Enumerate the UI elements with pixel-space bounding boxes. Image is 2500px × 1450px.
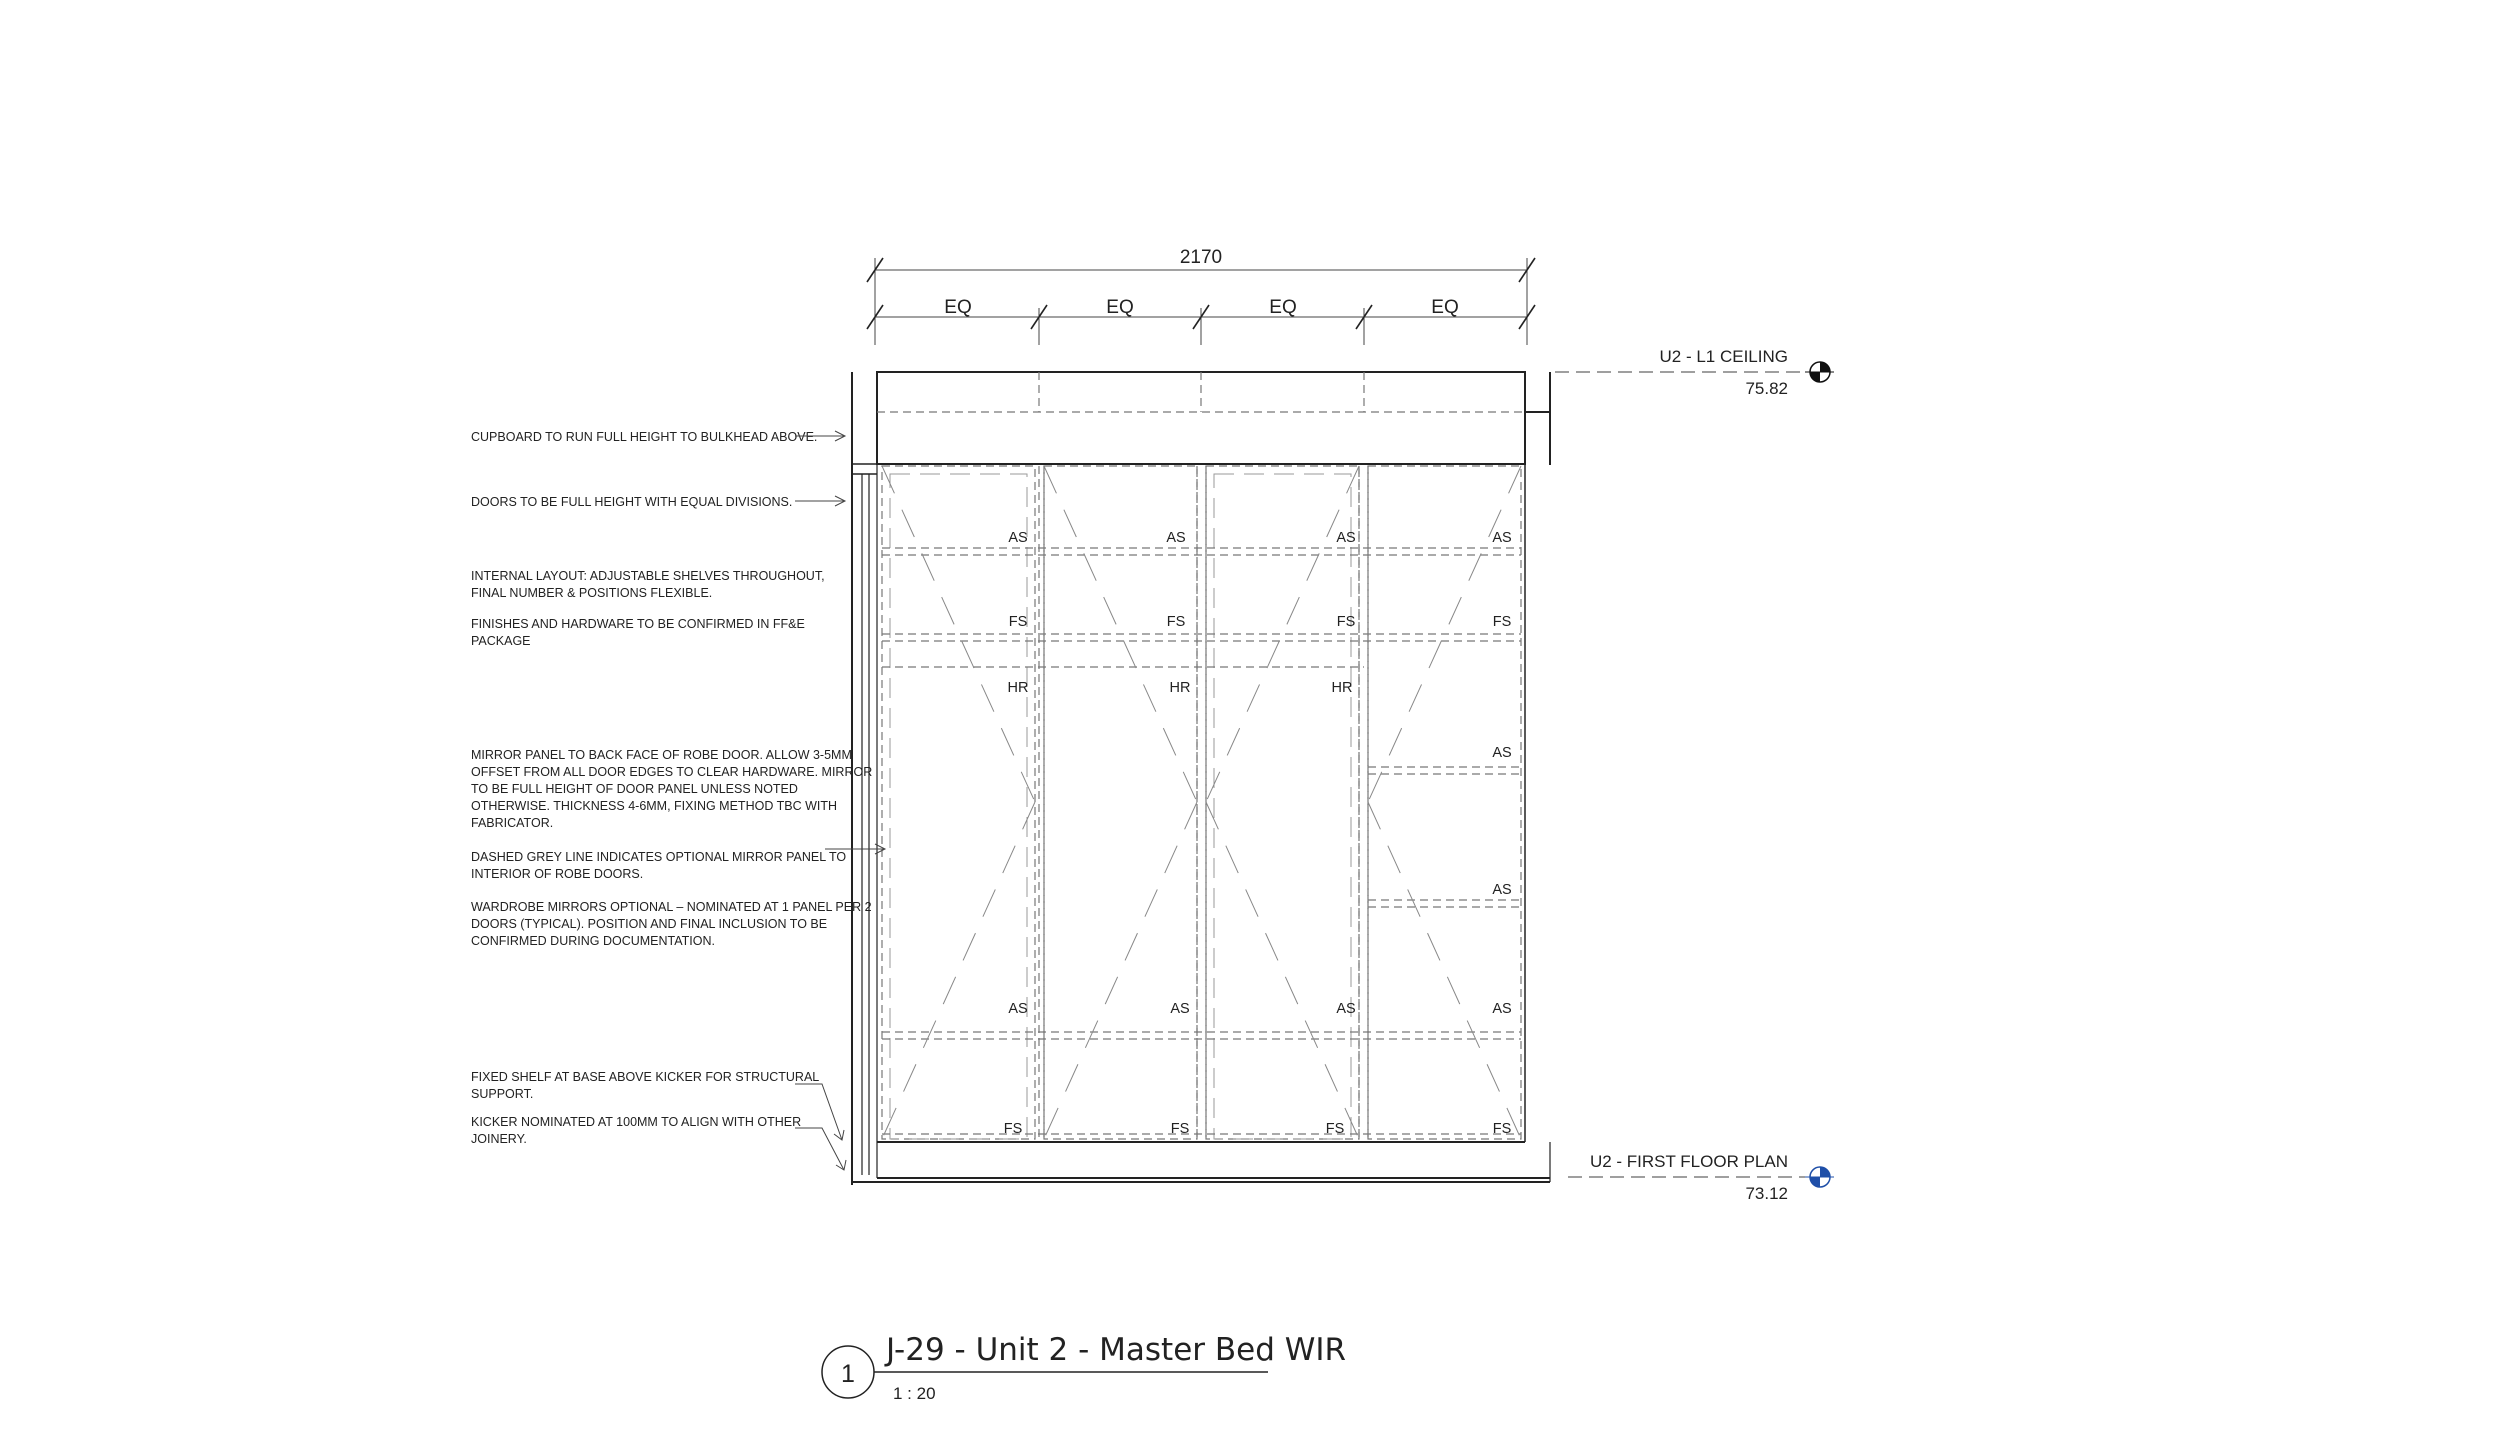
component-labels (1004, 530, 1512, 1137)
as-label: AS (1170, 1001, 1190, 1017)
division-label-4: EQ (1431, 297, 1459, 318)
fs-label: FS (1325, 1121, 1345, 1137)
note-1: CUPBOARD TO RUN FULL HEIGHT TO BULKHEAD ABOVE. (471, 430, 818, 444)
fs-label: FS (1003, 1121, 1023, 1137)
note-6: DASHED GREY LINE INDICATES OPTIONAL MIRROR PANEL TO INTERIOR OF ROBE DOORS. (471, 850, 847, 881)
view-number: 1 (841, 1360, 855, 1388)
hr-label: HR (1007, 680, 1029, 696)
level-value: 75.82 (1745, 379, 1788, 398)
as-label: AS (1336, 530, 1356, 546)
shelves (882, 548, 1521, 1134)
fs-label: FS (1166, 614, 1186, 630)
division-label-1: EQ (944, 297, 972, 318)
as-label: AS (1336, 1001, 1356, 1017)
level-value: 73.12 (1745, 1184, 1788, 1203)
as-label: AS (1492, 530, 1512, 546)
fs-label: FS (1492, 614, 1512, 630)
as-label: AS (1492, 882, 1512, 898)
as-label: AS (1008, 1001, 1028, 1017)
fs-label: FS (1492, 1121, 1512, 1137)
hr-label: HR (1169, 680, 1191, 696)
fs-label: FS (1336, 614, 1356, 630)
level-name: U2 - FIRST FLOOR PLAN (1589, 1152, 1788, 1171)
cabinet-outline (852, 372, 1550, 1185)
as-label: AS (1008, 530, 1028, 546)
door-swing-lines (882, 466, 1521, 1139)
level-marker-ceiling (1555, 347, 1834, 398)
note-7: WARDROBE MIRRORS OPTIONAL – NOMINATED AT 1 PANEL PER 2 DOORS (TYPICAL). POSITION AND FINAL INCLUSION TO BE CONFIRMED DURING DOCUMENTATION. (471, 900, 872, 948)
dimension-lines (867, 247, 1535, 345)
overall-dimension-label: 2170 (1179, 247, 1223, 268)
annotation-notes (471, 430, 876, 1146)
note-8: FIXED SHELF AT BASE ABOVE KICKER FOR STRUCTURAL SUPPORT. (471, 1070, 819, 1101)
as-label: AS (1492, 1001, 1512, 1017)
as-label: AS (1166, 530, 1186, 546)
fs-label: FS (1170, 1121, 1190, 1137)
view-scale: 1 : 20 (893, 1384, 936, 1403)
note-2: DOORS TO BE FULL HEIGHT WITH EQUAL DIVISIONS. (471, 495, 793, 509)
note-9: KICKER NOMINATED AT 100MM TO ALIGN WITH OTHER JOINERY. (471, 1115, 802, 1146)
level-name: U2 - L1 CEILING (1659, 347, 1788, 366)
level-marker-floor (1568, 1152, 1834, 1203)
note-4: FINISHES AND HARDWARE TO BE CONFIRMED IN FF&E PACKAGE (471, 617, 805, 648)
view-title: J-29 - Unit 2 - Master Bed WIR (886, 1332, 1347, 1368)
title-block (822, 1332, 1346, 1403)
note-5: MIRROR PANEL TO BACK FACE OF ROBE DOOR. ALLOW 3-5MM OFFSET FROM ALL DOOR EDGES TO CLEAR HARDWARE. MIRROR TO BE FULL HEIGHT OF DOOR PANEL UNLESS NOTED OTHERWISE. THICKNESS 4-6MM, FIXING METHOD TBC WITH FABRICATOR. (471, 748, 873, 830)
fs-label: FS (1008, 614, 1028, 630)
hr-label: HR (1331, 680, 1353, 696)
division-label-3: EQ (1269, 297, 1297, 318)
division-label-2: EQ (1106, 297, 1134, 318)
as-label: AS (1492, 745, 1512, 761)
note-3: INTERNAL LAYOUT: ADJUSTABLE SHELVES THROUGHOUT, FINAL NUMBER & POSITIONS FLEXIBLE. (471, 569, 825, 600)
